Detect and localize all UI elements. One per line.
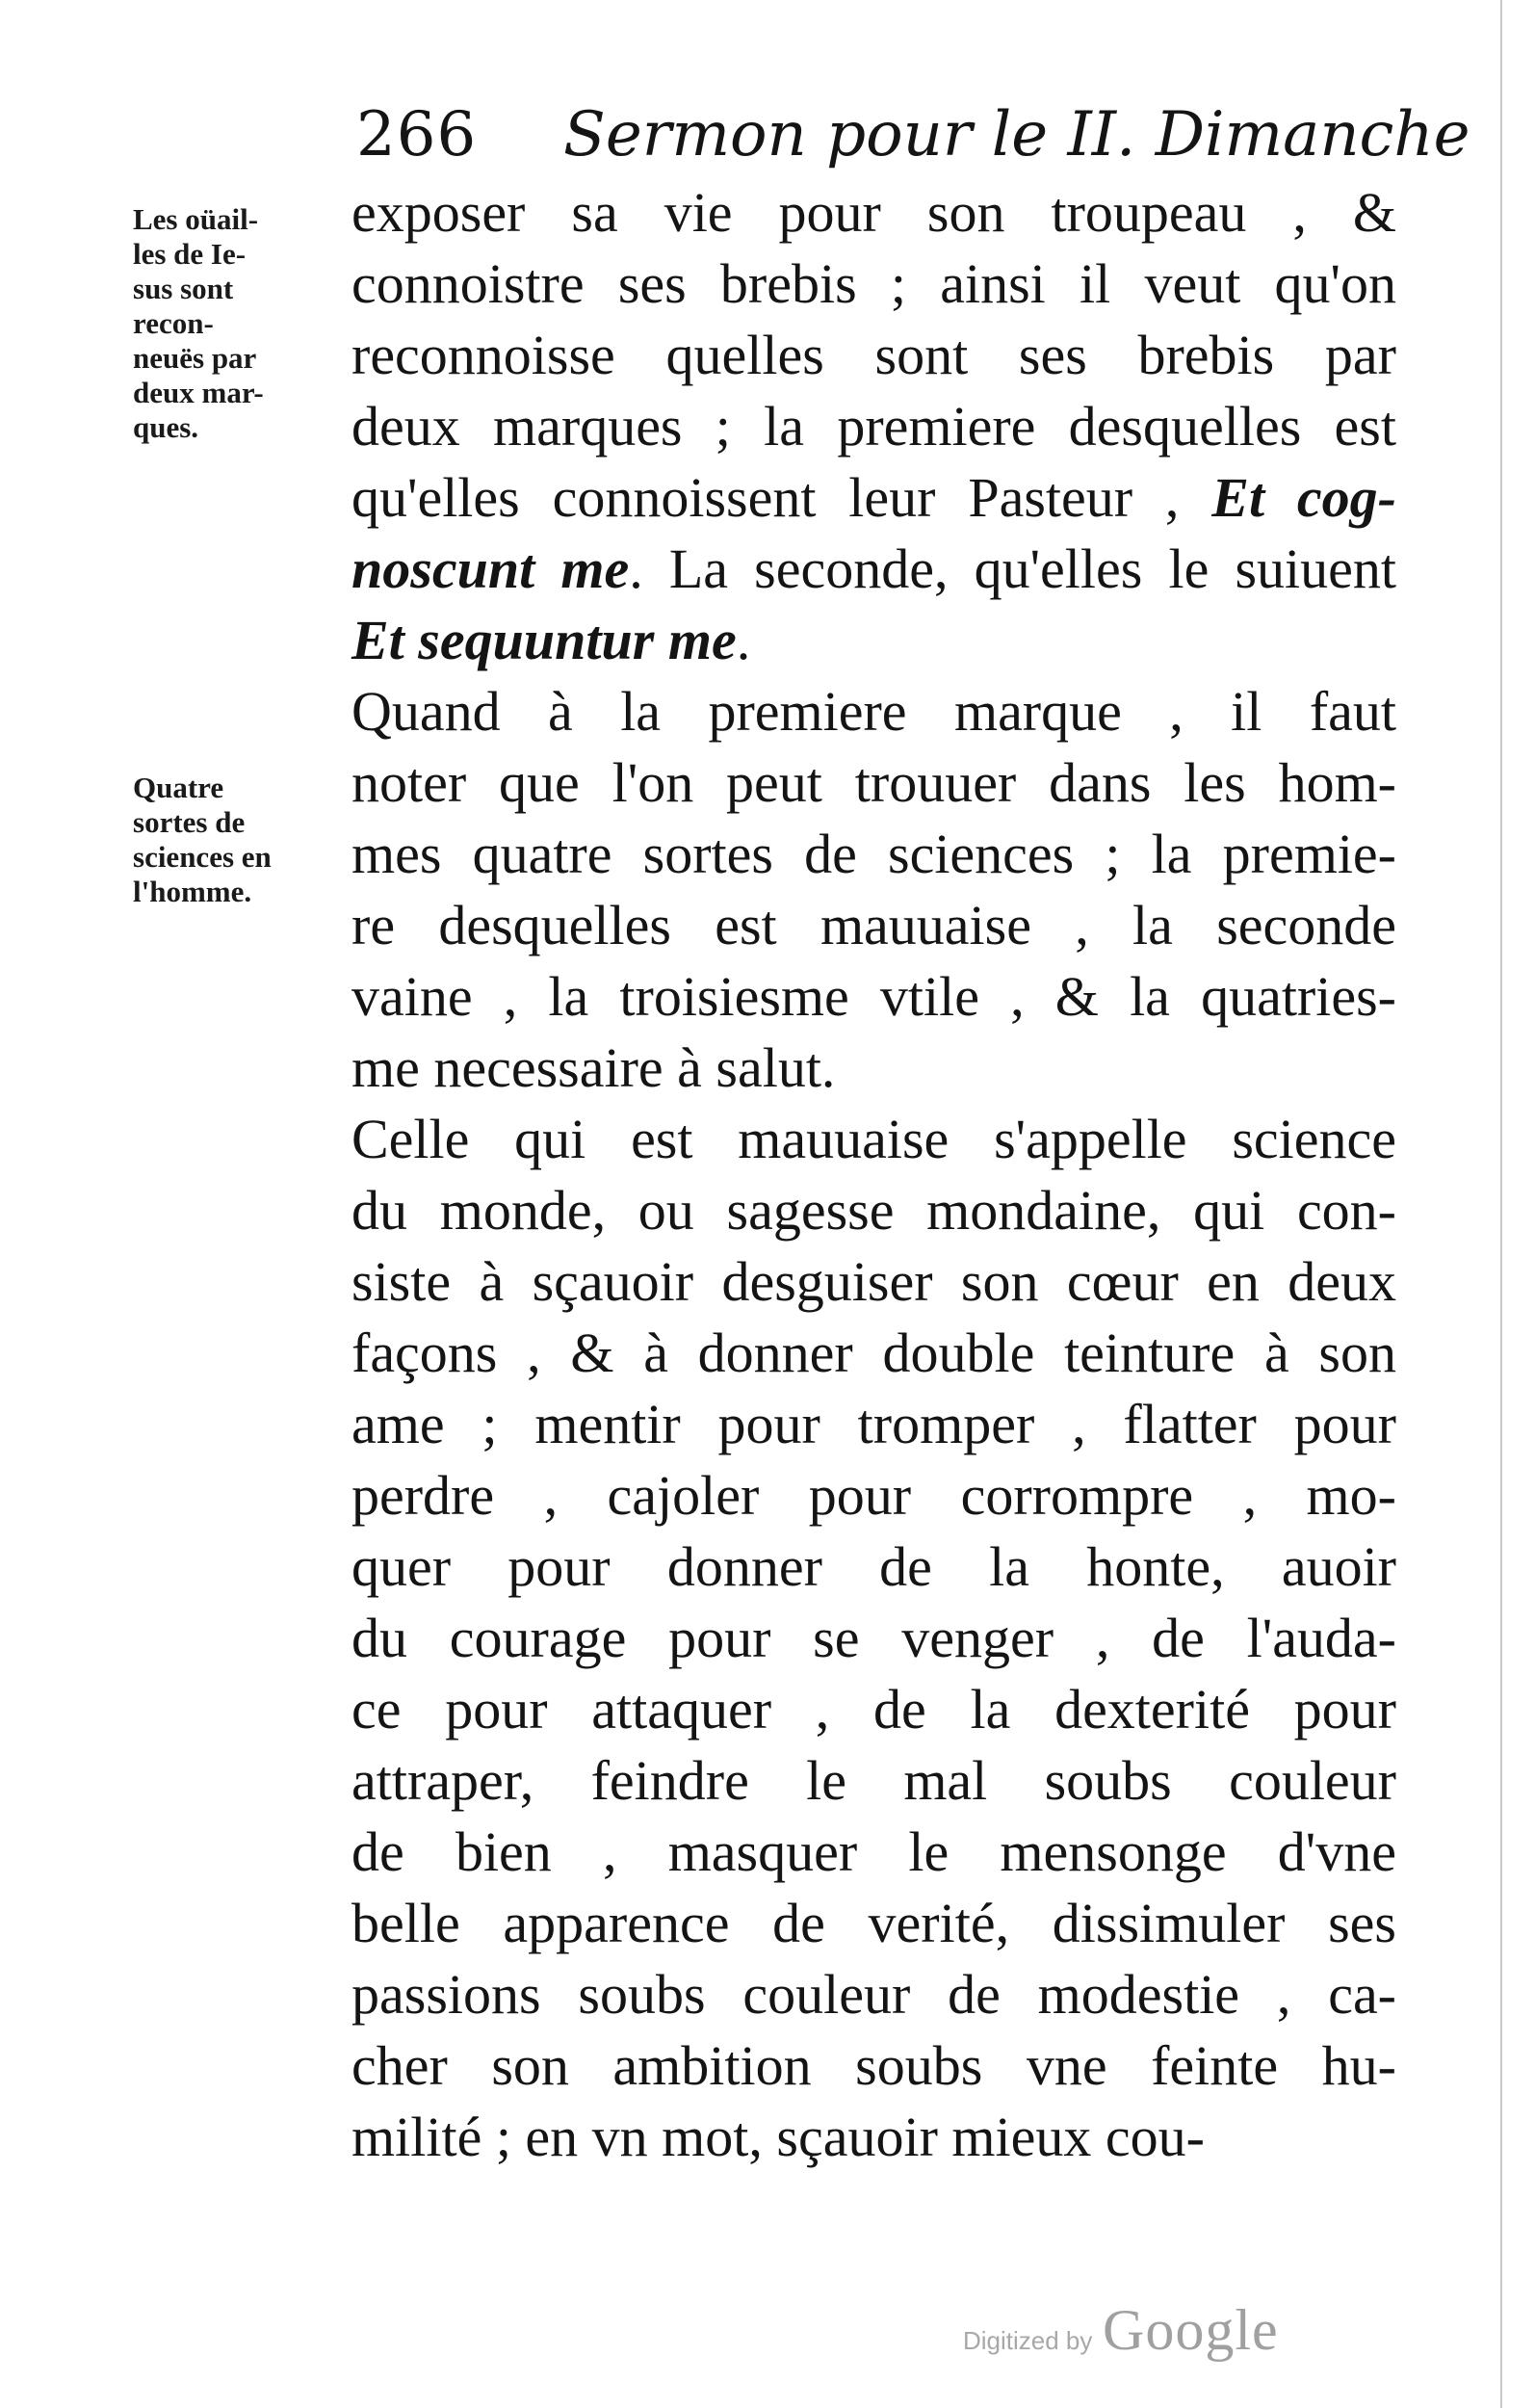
margin-note-line: les de Ie- xyxy=(133,237,247,271)
text-line xyxy=(351,819,1396,890)
margin-note-line: deux mar- xyxy=(133,376,264,409)
digitized-by-google-watermark xyxy=(963,2297,1290,2374)
running-head xyxy=(356,96,1470,173)
text-segment: milité ; en vn mot, sçauoir mieux cou- xyxy=(351,2106,1205,2168)
margin-note-line: sciences en xyxy=(133,840,272,874)
text-segment: passions soubs couleur de modestie , ca- xyxy=(351,1963,1396,2026)
text-segment: siste à sçauoir desguiser son cœur en deux xyxy=(351,1250,1396,1313)
text-line xyxy=(351,2030,1396,2102)
text-line xyxy=(351,605,1396,676)
text-line xyxy=(351,890,1396,961)
text-segment: belle apparence de verité, dissimuler ses xyxy=(351,1892,1396,1954)
latin-quotation: noscunt me xyxy=(351,537,630,600)
text-line xyxy=(351,462,1396,534)
margin-note-line: Les oüail- xyxy=(133,202,259,236)
margin-note xyxy=(133,771,340,909)
margin-note-line: sortes de xyxy=(133,805,246,839)
google-logo: Google xyxy=(1103,2298,1279,2362)
text-segment: reconnoisse quelles sont ses brebis par xyxy=(351,324,1396,386)
text-segment: attraper, feindre le mal soubs couleur xyxy=(351,1749,1396,1812)
text-line xyxy=(351,1603,1396,1674)
margin-note-line: neuës par xyxy=(133,341,257,375)
margin-note xyxy=(133,202,340,445)
text-segment: cher son ambition soubs vne feinte hu- xyxy=(351,2034,1396,2097)
running-head-title: Sermon pour le II. Dimanche xyxy=(563,99,1470,170)
text-segment: connoistre ses brebis ; ainsi il veut qu'on xyxy=(351,252,1396,315)
page-number: 266 xyxy=(356,99,478,170)
text-segment: du courage pour se venger , de l'auda- xyxy=(351,1607,1396,1669)
text-segment: noter que l'on peut trouuer dans les hom- xyxy=(351,751,1396,814)
text-line xyxy=(351,1531,1396,1603)
text-line xyxy=(351,1674,1396,1745)
text-segment: de bien , masquer le mensonge d'vne xyxy=(351,1820,1396,1883)
text-segment: du monde, ou sagesse mondaine, qui con- xyxy=(351,1179,1396,1242)
text-segment: façons , & à donner double teinture à son xyxy=(351,1322,1396,1384)
text-segment: Quand à la premiere marque , il faut xyxy=(351,680,1396,743)
text-line xyxy=(351,1104,1396,1175)
text-line xyxy=(351,1460,1396,1531)
text-segment: vaine , la troisiesme vtile , & la quatries- xyxy=(351,965,1396,1028)
text-line xyxy=(351,249,1396,320)
text-line xyxy=(351,1175,1396,1246)
text-segment: me necessaire à salut. xyxy=(351,1036,836,1099)
text-line xyxy=(351,1745,1396,1817)
text-line xyxy=(351,1318,1396,1389)
text-segment: mes quatre sortes de sciences ; la premie- xyxy=(351,823,1396,885)
text-line xyxy=(351,1888,1396,1959)
text-segment: ce pour attaquer , de la dexterité pour xyxy=(351,1678,1396,1741)
text-line xyxy=(351,1246,1396,1318)
text-line xyxy=(351,1033,1396,1104)
text-segment: qu'elles connoissent leur Pasteur , xyxy=(351,466,1212,529)
text-line xyxy=(351,1817,1396,1888)
text-segment: deux marques ; la premiere desquelles est xyxy=(351,395,1396,458)
text-segment: . xyxy=(736,609,751,671)
body-paragraph xyxy=(351,676,1396,1104)
text-line xyxy=(351,1389,1396,1460)
text-segment: . La seconde, qu'elles le suiuent xyxy=(629,537,1397,600)
digitized-label: Digitized by xyxy=(963,2326,1093,2355)
text-segment: perdre , cajoler pour corrompre , mo- xyxy=(351,1464,1396,1527)
margin-note-line: sus sont xyxy=(133,272,234,305)
text-line xyxy=(351,177,1396,249)
text-line xyxy=(351,391,1396,462)
text-line xyxy=(351,961,1396,1033)
margin-note-line: l'homme. xyxy=(133,875,252,908)
latin-quotation: Et cog- xyxy=(1211,466,1396,529)
text-line xyxy=(351,676,1396,747)
margin-note-line: ques. xyxy=(133,410,199,444)
text-segment: exposer sa vie pour son troupeau , & xyxy=(351,181,1396,244)
text-segment: Celle qui est mauuaise s'appelle science xyxy=(351,1108,1396,1170)
text-segment: ame ; mentir pour tromper , flatter pour xyxy=(351,1393,1396,1455)
page-edge-rule xyxy=(1500,0,1502,2408)
text-line xyxy=(351,534,1396,605)
text-segment: re desquelles est mauuaise , la seconde xyxy=(351,894,1396,956)
body-paragraph xyxy=(351,1104,1396,2173)
margin-note-line: recon- xyxy=(133,306,214,340)
text-line xyxy=(351,320,1396,391)
margin-note-line: Quatre xyxy=(133,771,224,804)
body-paragraph xyxy=(351,177,1396,676)
text-line xyxy=(351,747,1396,819)
latin-quotation: Et sequuntur me xyxy=(351,609,737,671)
text-line xyxy=(351,1959,1396,2030)
text-segment: quer pour donner de la honte, auoir xyxy=(351,1535,1396,1598)
text-line xyxy=(351,2102,1396,2173)
